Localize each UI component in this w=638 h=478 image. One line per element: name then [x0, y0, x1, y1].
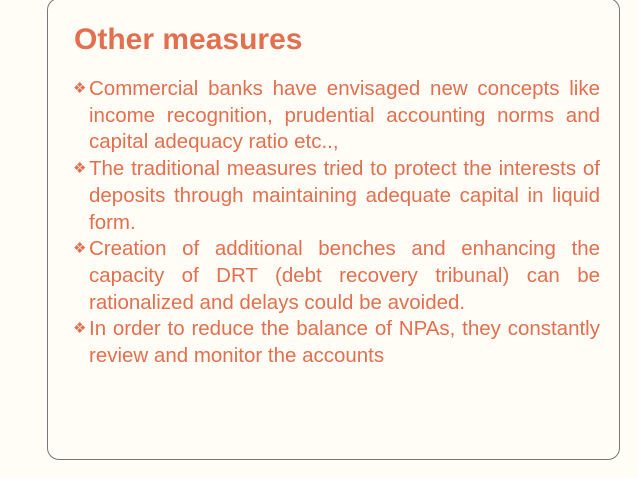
diamond-bullet-icon: ❖: [73, 160, 87, 178]
bullet-item: [73, 76, 600, 156]
bullet-text: The traditional measures tried to protect the interests of deposits through maintaining adequate capital in liquid form.: [89, 157, 600, 234]
diamond-bullet-icon: ❖: [73, 320, 87, 338]
bullet-text: Creation of additional benches and enhancing the capacity of DRT (debt recovery tribunal) can be rationalized and delays could be avoided.: [89, 237, 600, 314]
bullet-item: [73, 236, 600, 316]
bullet-text: Commercial banks have envisaged new concepts like income recognition, prudential accounting norms and capital adequacy ratio etc..,: [89, 77, 600, 154]
diamond-bullet-icon: ❖: [73, 80, 87, 97]
bullet-item: [73, 156, 600, 236]
bullet-list: [73, 76, 600, 370]
diamond-bullet-icon: ❖: [73, 240, 87, 258]
bullet-text: In order to reduce the balance of NPAs, they constantly review and monitor the accounts: [89, 317, 600, 368]
bullet-item: [73, 316, 600, 369]
slide-title: Other measures: [74, 23, 303, 56]
